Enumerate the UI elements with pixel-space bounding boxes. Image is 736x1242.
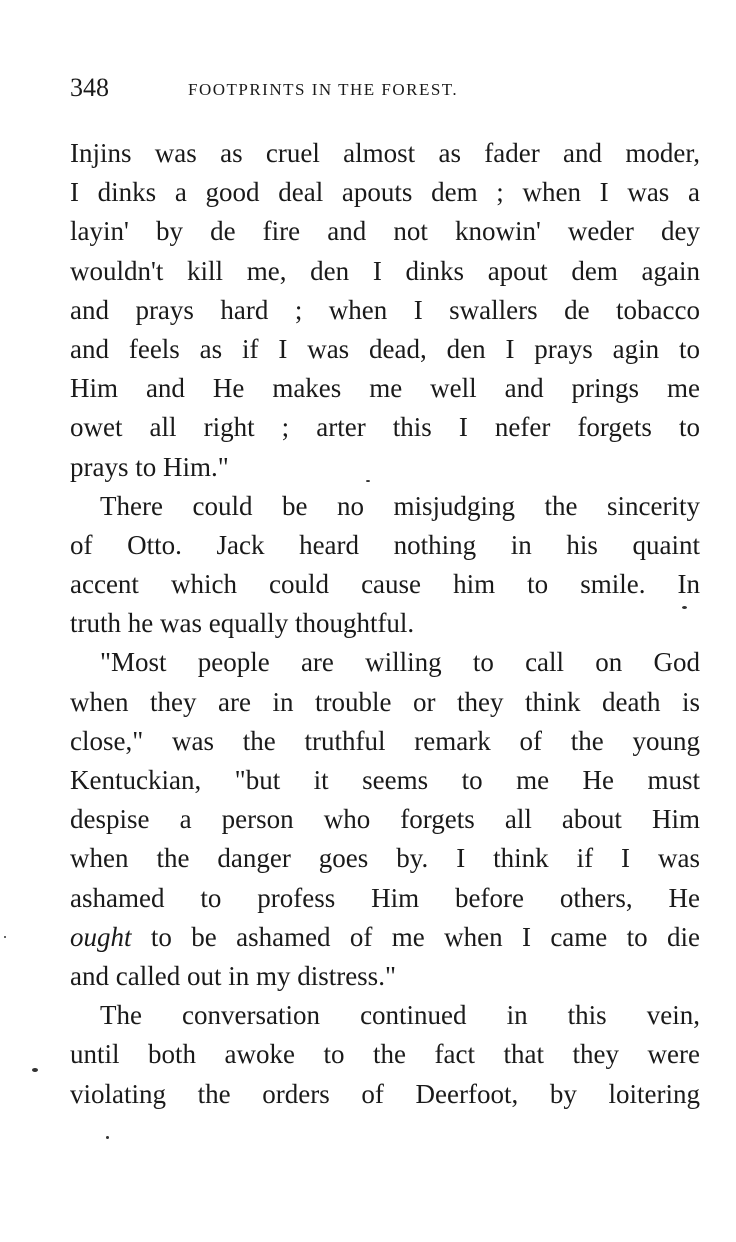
text-line: when the danger goes by. I think if I was (70, 843, 700, 874)
text-line-with-italic (70, 918, 700, 957)
text-line: and called out in my distress." (70, 960, 396, 991)
text-line: There could be no misjudging the sincerity (100, 490, 700, 521)
text-line: until both awoke to the fact that they were (70, 1039, 700, 1070)
text-line: violating the orders of Deerfoot, by loitering (70, 1078, 700, 1109)
text-line: layin' by de fire and not knowin' weder dey (70, 216, 700, 247)
running-title: FOOTPRINTS IN THE FOREST. (188, 80, 459, 99)
text-line: "Most people are willing to call on God (100, 647, 700, 678)
scan-speck (682, 606, 687, 609)
text-line: Kentuckian, "but it seems to me He must (70, 765, 700, 795)
paragraph-2 (70, 487, 700, 644)
paragraph-1 (70, 134, 700, 487)
text-line: of Otto. Jack heard nothing in his quaint (70, 529, 700, 560)
scan-speck (4, 936, 6, 938)
paragraph-4 (70, 996, 700, 1114)
text-line: I dinks a good deal apouts dem ; when I was a (70, 177, 700, 208)
page-number: 348 (70, 73, 109, 102)
italic-word: ought (70, 921, 132, 952)
text-line: and feels as if I was dead, den I prays agin to (70, 333, 700, 364)
text-line: ashamed to profess Him before others, He (70, 882, 700, 913)
text-line: truth he was equally thoughtful. (70, 608, 415, 639)
text-line: owet all right ; arter this I nefer forgets to (70, 412, 700, 443)
text-line: accent which could cause him to smile. In (70, 569, 700, 600)
body-text (70, 134, 700, 1114)
scan-speck (32, 1068, 38, 1072)
text-line: when they are in trouble or they think death is (70, 686, 700, 717)
page-header (70, 72, 700, 108)
text-fragment: to be ashamed of me when I came to die (131, 921, 700, 952)
text-line: wouldn't kill me, den I dinks apout dem again (70, 255, 700, 286)
scan-speck (106, 1136, 109, 1139)
scan-speck (366, 480, 370, 482)
text-line: Injins was as cruel almost as fader and moder, (70, 138, 700, 168)
text-line: The conversation continued in this vein, (100, 1000, 700, 1031)
text-line: Him and He makes me well and prings me (70, 373, 700, 404)
paragraph-3 (70, 643, 700, 996)
text-line: prays to Him." (70, 451, 229, 482)
text-line: despise a person who forgets all about Him (70, 804, 700, 835)
text-line: and prays hard ; when I swallers de tobacco (70, 294, 700, 325)
text-line: close," was the truthful remark of the young (70, 725, 700, 756)
